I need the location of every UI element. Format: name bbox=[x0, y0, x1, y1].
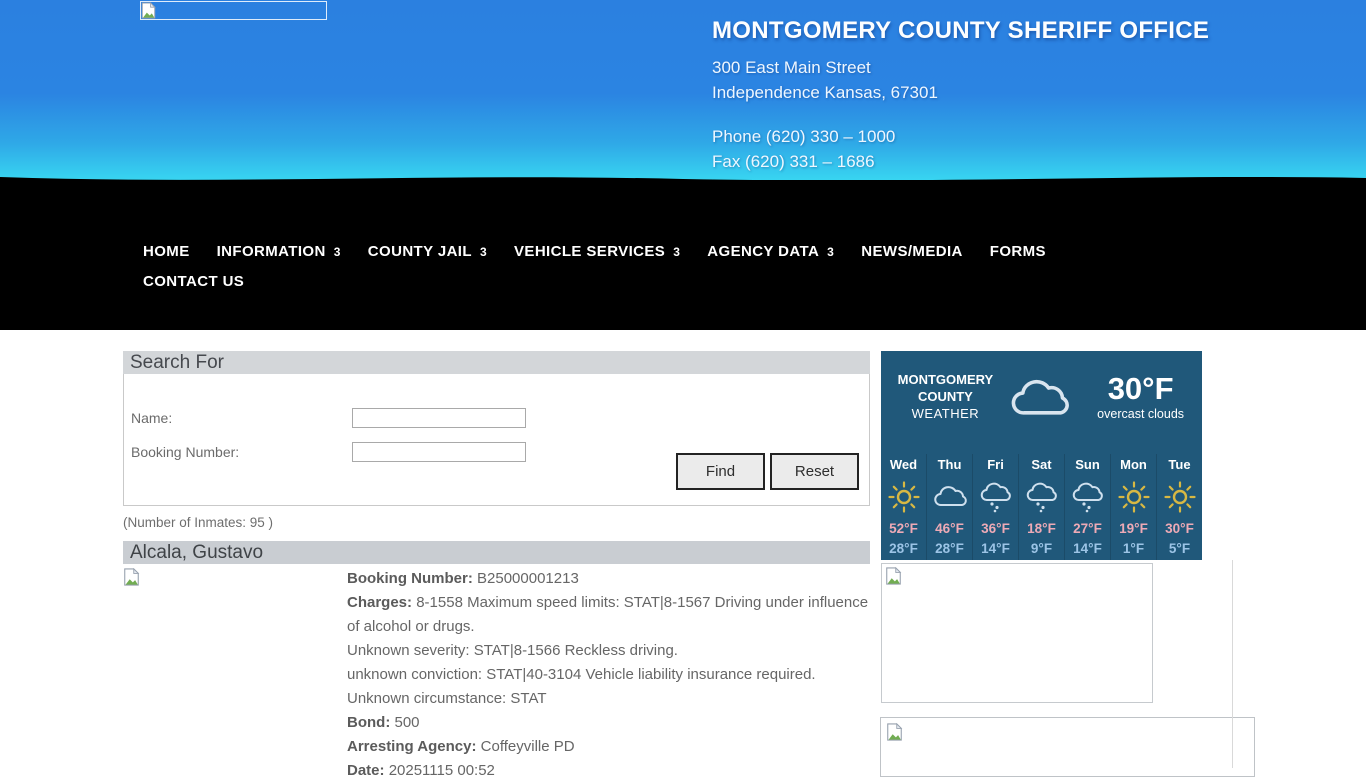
sidebar-image-placeholder-2 bbox=[880, 717, 1255, 777]
sidebar-image-placeholder-1 bbox=[881, 563, 1153, 703]
dropdown-arrow-icon: 3 bbox=[333, 245, 341, 259]
forecast-day-wed bbox=[881, 454, 926, 560]
nav-label: HOME bbox=[143, 243, 190, 260]
forecast-day-tue bbox=[1156, 454, 1202, 560]
sun-icon bbox=[881, 475, 926, 519]
current-conditions bbox=[1079, 370, 1202, 421]
nav-item-news-media[interactable] bbox=[861, 242, 963, 262]
weather-title-line: WEATHER bbox=[911, 406, 980, 421]
forecast-day-label: Wed bbox=[889, 457, 918, 472]
dropdown-arrow-icon: 3 bbox=[479, 245, 488, 259]
arresting-agency-label: Arresting Agency: bbox=[347, 738, 477, 755]
charge-line: Unknown circumstance: STAT bbox=[347, 690, 547, 707]
header-identity-block bbox=[712, 17, 1209, 174]
charges-row bbox=[347, 591, 870, 639]
sidebar-divider-line bbox=[1232, 560, 1233, 768]
current-condition-text: overcast clouds bbox=[1097, 406, 1185, 421]
main-navigation bbox=[143, 242, 1323, 302]
address-line-1: 300 East Main Street bbox=[712, 58, 871, 77]
bond-row bbox=[347, 711, 870, 735]
weather-widget-title bbox=[887, 371, 1004, 422]
dropdown-arrow-icon: 3 bbox=[673, 245, 681, 259]
sun-icon bbox=[1157, 475, 1202, 519]
forecast-day-sun bbox=[1064, 454, 1110, 560]
charge-line: unknown conviction: STAT|40-3104 Vehicle liability insurance required. bbox=[347, 666, 816, 683]
snow-icon bbox=[973, 475, 1018, 519]
forecast-day-label: Tue bbox=[1168, 457, 1191, 472]
booking-number-row bbox=[347, 567, 870, 591]
forecast-low-temp: 1°F bbox=[1122, 541, 1145, 556]
nav-label: INFORMATION bbox=[216, 243, 326, 260]
inmate-count-text: (Number of Inmates: 95 ) bbox=[123, 515, 274, 530]
date-row bbox=[347, 759, 870, 783]
find-button[interactable]: Find bbox=[676, 453, 765, 490]
broken-image-icon bbox=[141, 2, 156, 19]
snow-icon bbox=[1019, 475, 1064, 519]
nav-label: COUNTY JAIL bbox=[367, 243, 472, 260]
bond-value: 500 bbox=[394, 714, 420, 731]
forecast-day-label: Thu bbox=[937, 457, 962, 472]
charges-label: Charges: bbox=[347, 594, 413, 611]
forecast-day-mon bbox=[1110, 454, 1156, 560]
booking-number-input[interactable] bbox=[352, 442, 526, 462]
nav-item-vehicle-services[interactable] bbox=[514, 242, 680, 262]
forecast-low-temp: 9°F bbox=[1030, 541, 1053, 556]
search-section-title: Search For bbox=[123, 351, 870, 374]
sun-icon bbox=[1111, 475, 1156, 519]
forecast-high-temp: 18°F bbox=[1027, 521, 1056, 536]
forecast-day-fri bbox=[972, 454, 1018, 560]
bond-label: Bond: bbox=[347, 714, 391, 731]
nav-label: AGENCY DATA bbox=[707, 243, 820, 260]
nav-item-forms[interactable] bbox=[990, 242, 1046, 262]
forecast-day-label: Fri bbox=[987, 457, 1004, 472]
forecast-day-label: Mon bbox=[1120, 457, 1147, 472]
weather-title-line: COUNTY bbox=[917, 389, 973, 404]
search-form bbox=[123, 374, 870, 506]
broken-image-icon bbox=[886, 723, 903, 741]
forecast-day-label: Sat bbox=[1031, 457, 1052, 472]
date-label: Date: bbox=[347, 762, 385, 779]
site-title: MONTGOMERY COUNTY SHERIFF OFFICE bbox=[712, 17, 1210, 44]
name-field-label: Name: bbox=[131, 410, 173, 426]
snow-icon bbox=[1065, 475, 1110, 519]
nav-item-information[interactable] bbox=[217, 242, 341, 262]
forecast-day-label: Sun bbox=[1075, 457, 1100, 472]
forecast-low-temp: 5°F bbox=[1168, 541, 1191, 556]
address-line-2: Independence Kansas, 67301 bbox=[712, 83, 938, 102]
date-value: 20251115 00:52 bbox=[388, 762, 495, 779]
booking-number-field-label: Booking Number: bbox=[131, 444, 240, 460]
forecast-high-temp: 30°F bbox=[1165, 521, 1194, 536]
reset-button[interactable]: Reset bbox=[770, 453, 859, 490]
forecast-low-temp: 28°F bbox=[889, 541, 918, 556]
charges-value: 8-1558 Maximum speed limits: STAT|8-1567 Driving under influence of alcohol or drugs. bbox=[347, 594, 869, 635]
current-temperature: 30°F bbox=[1107, 370, 1174, 406]
forecast-high-temp: 27°F bbox=[1073, 521, 1102, 536]
cloud-icon bbox=[927, 475, 972, 519]
inmate-photo-placeholder bbox=[123, 566, 347, 783]
inmate-record bbox=[123, 566, 870, 783]
weather-widget bbox=[881, 351, 1202, 560]
name-input[interactable] bbox=[352, 408, 526, 428]
nav-label: VEHICLE SERVICES bbox=[514, 243, 666, 260]
forecast-high-temp: 52°F bbox=[889, 521, 918, 536]
nav-label: NEWS/MEDIA bbox=[861, 243, 963, 260]
nav-label: FORMS bbox=[989, 243, 1046, 260]
nav-item-county-jail[interactable] bbox=[368, 242, 487, 262]
weather-title-line: MONTGOMERY bbox=[897, 372, 994, 387]
forecast-day-sat bbox=[1018, 454, 1064, 560]
nav-item-agency-data[interactable] bbox=[707, 242, 834, 262]
site-logo[interactable] bbox=[140, 1, 327, 20]
broken-image-icon bbox=[123, 568, 140, 586]
arresting-agency-row bbox=[347, 735, 870, 759]
forecast-low-temp: 14°F bbox=[1073, 541, 1102, 556]
forecast-row bbox=[881, 454, 1202, 560]
nav-label: CONTACT US bbox=[143, 273, 245, 290]
forecast-low-temp: 28°F bbox=[935, 541, 964, 556]
dropdown-arrow-icon: 3 bbox=[827, 245, 835, 259]
page-header bbox=[0, 0, 1366, 330]
forecast-day-thu bbox=[926, 454, 972, 560]
phone-number: Phone (620) 330 – 1000 bbox=[712, 127, 896, 146]
inmate-name-header: Alcala, Gustavo bbox=[123, 541, 870, 564]
charge-line: Unknown severity: STAT|8-1566 Reckless driving. bbox=[347, 642, 678, 659]
broken-image-icon bbox=[885, 567, 902, 585]
cloud-icon bbox=[1008, 373, 1073, 421]
inmate-search-section bbox=[123, 351, 870, 783]
booking-number-value: B25000001213 bbox=[477, 570, 579, 587]
arresting-agency-value: Coffeyville PD bbox=[480, 738, 575, 755]
forecast-high-temp: 19°F bbox=[1119, 521, 1148, 536]
nav-item-contact-us[interactable] bbox=[143, 272, 244, 292]
fax-number: Fax (620) 331 – 1686 bbox=[712, 152, 875, 171]
inmate-details bbox=[347, 566, 870, 783]
forecast-low-temp: 14°F bbox=[981, 541, 1010, 556]
booking-number-label: Booking Number: bbox=[347, 570, 473, 587]
forecast-high-temp: 46°F bbox=[935, 521, 964, 536]
forecast-high-temp: 36°F bbox=[981, 521, 1010, 536]
nav-item-home[interactable] bbox=[143, 242, 190, 262]
